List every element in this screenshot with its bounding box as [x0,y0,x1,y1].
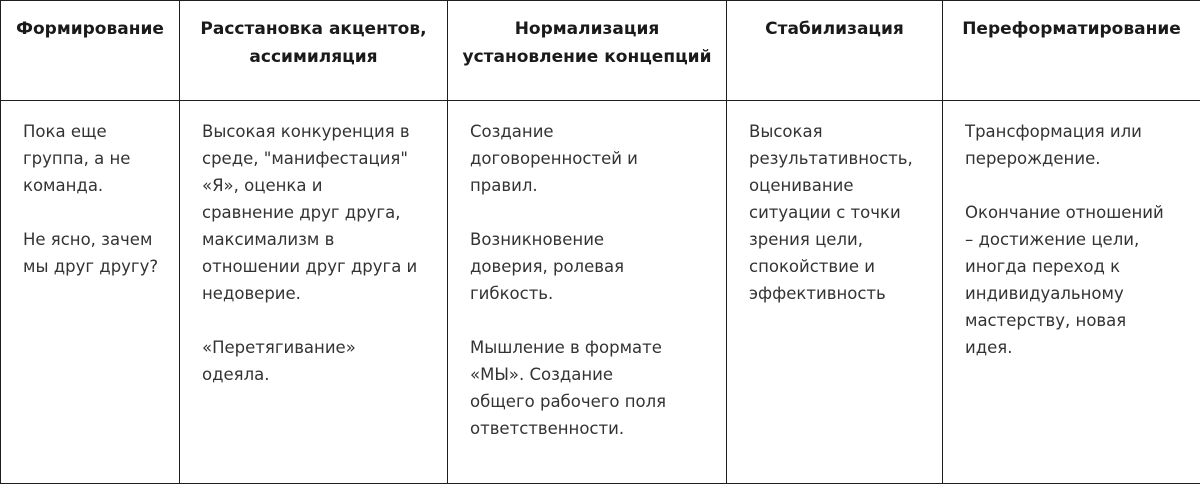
text-line: иногда переход к [965,257,1121,276]
cell-reforming [943,101,1200,484]
cell-paragraph [202,334,439,388]
header-line: Стабилизация [765,19,904,39]
cell-paragraph [965,199,1192,361]
text-line: идея. [965,338,1013,357]
cell-paragraph [202,118,439,307]
cell-norming [448,101,727,484]
header-norming [448,1,727,101]
text-line: недоверие. [202,284,301,303]
text-line: договоренностей и [470,149,638,168]
cell-storming [180,101,448,484]
cell-paragraph [749,118,934,307]
text-line: одеяла. [202,365,270,384]
header-line: ассимиляция [249,47,378,67]
body-row [1,101,1200,484]
text-line: команда. [23,176,104,195]
cell-paragraph [470,226,718,307]
header-storming [180,1,448,101]
text-line: правил. [470,176,538,195]
cell-paragraph [470,334,718,442]
text-line: Высокая [749,122,823,141]
text-line: «МЫ». Создание [470,365,614,384]
text-line: Высокая конкуренция в [202,122,410,141]
cell-paragraph [470,118,718,199]
text-line: перерождение. [965,149,1101,168]
text-line: отношении друг друга и [202,257,418,276]
text-line: Создание [470,122,554,141]
text-line: «Я», оценка и [202,176,323,195]
text-line: максимализм в [202,230,335,249]
text-line: мастерству, новая [965,311,1127,330]
cell-performing [727,101,943,484]
text-line: спокойствие и [749,257,875,276]
text-line: Пока еще [23,122,107,141]
header-line: Нормализация [514,19,660,39]
text-line: Не ясно, зачем [23,230,153,249]
text-line: ситуации с точки [749,203,901,222]
text-line: эффективность [749,284,886,303]
text-line: гибкость. [470,284,554,303]
cell-paragraph [965,118,1192,172]
header-line: установление концепций [462,47,712,67]
text-line: Окончание отношений [965,203,1164,222]
header-line: Расстановка акцентов, [200,19,427,39]
text-line: Мышление в формате [470,338,662,357]
header-line: Формирование [16,19,164,39]
text-line: Трансформация или [965,122,1142,141]
text-line: Возникновение [470,230,605,249]
text-line: сравнение друг друга, [202,203,401,222]
text-line: «Перетягивание» [202,338,356,357]
cell-forming [1,101,180,484]
text-line: индивидуальному [965,284,1124,303]
text-line: результативность, [749,149,913,168]
cell-paragraph [23,226,171,280]
header-row [1,1,1200,101]
text-line: – достижение цели, [965,230,1140,249]
text-line: ответственности. [470,419,625,438]
cell-paragraph [23,118,171,199]
text-line: зрения цели, [749,230,863,249]
text-line: группа, а не [23,149,131,168]
text-line: оценивание [749,176,854,195]
text-line: среде, "манифестация" [202,149,408,168]
header-reforming [943,1,1200,101]
text-line: общего рабочего поля [470,392,667,411]
text-line: мы друг другу? [23,257,159,276]
text-line: доверия, ролевая [470,257,625,276]
header-line: Переформатирование [962,19,1181,39]
header-performing [727,1,943,101]
header-forming [1,1,180,101]
